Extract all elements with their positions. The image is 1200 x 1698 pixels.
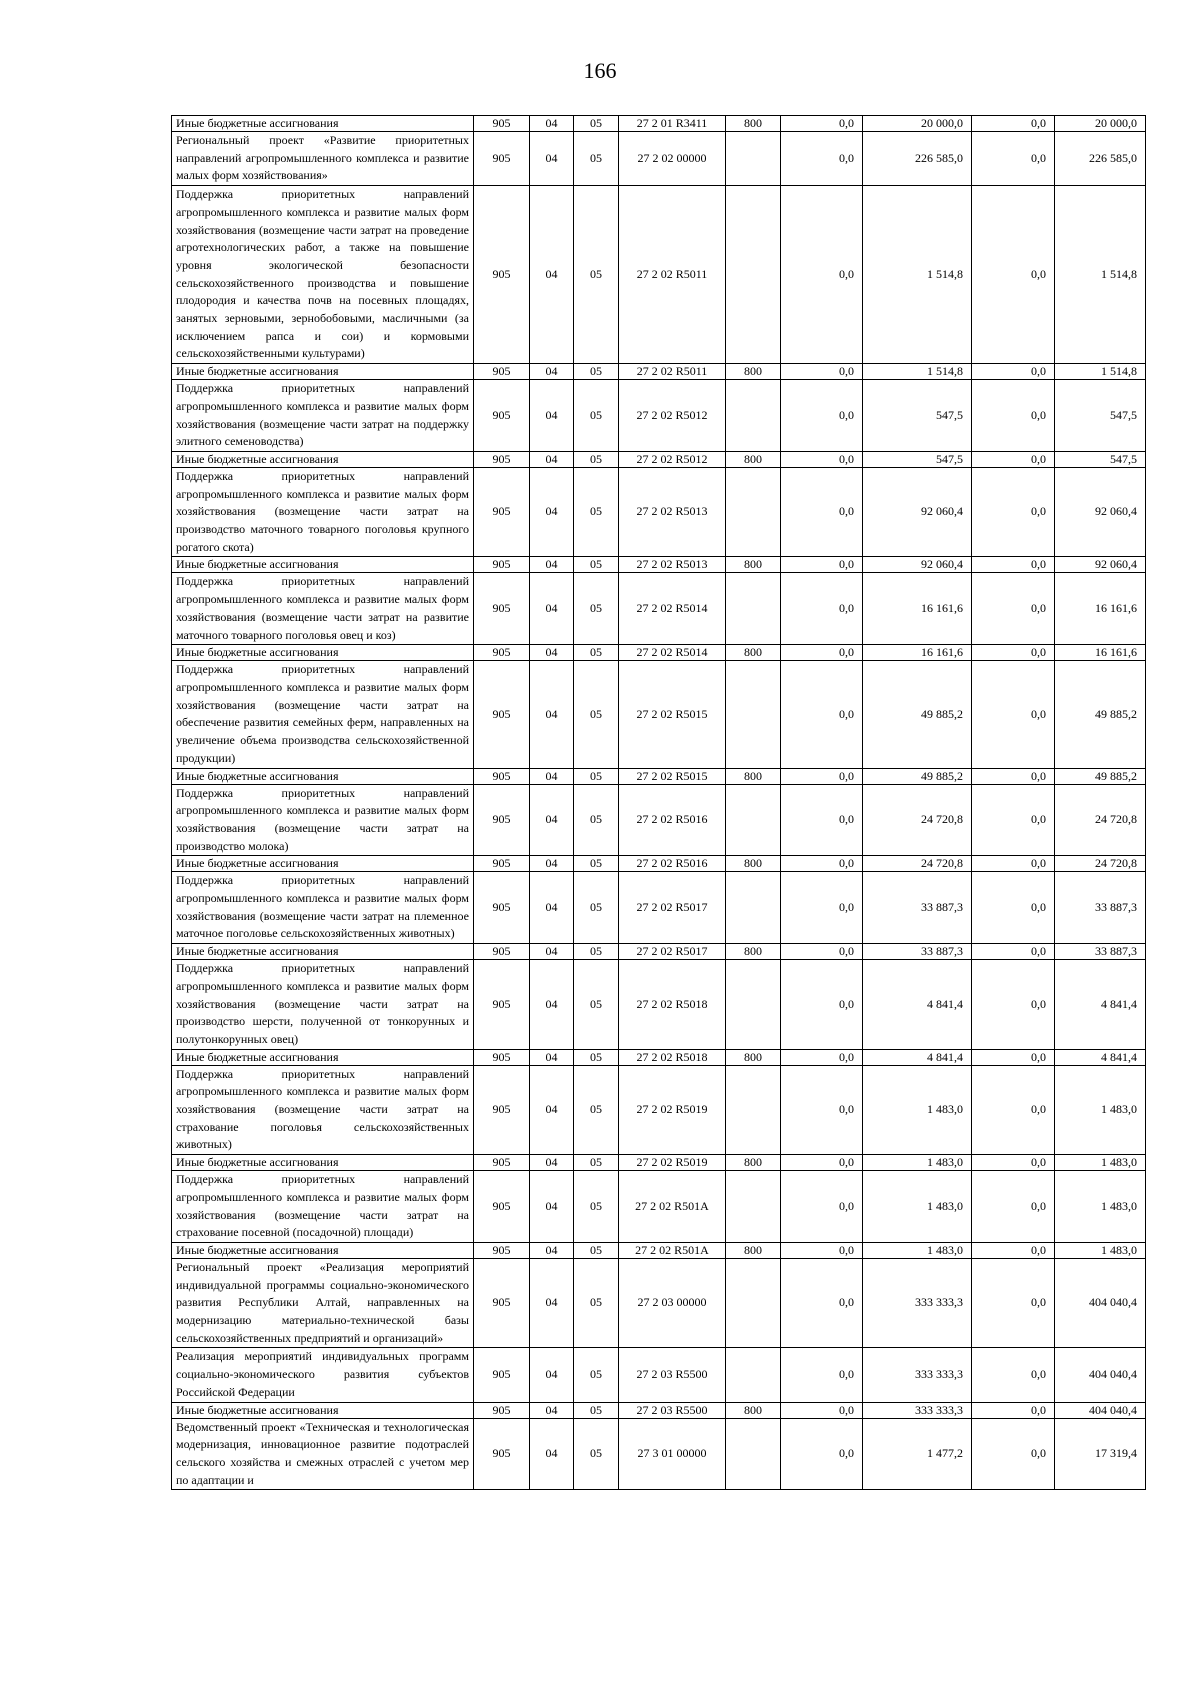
cell-ministry-code: 905 (474, 1418, 530, 1490)
cell-amount-1: 0,0 (781, 380, 863, 452)
cell-expense-type (726, 186, 781, 364)
cell-amount-4: 404 040,4 (1055, 1258, 1146, 1348)
cell-amount-3: 0,0 (972, 1065, 1055, 1155)
cell-section: 04 (530, 380, 574, 452)
cell-amount-3: 0,0 (972, 1258, 1055, 1348)
cell-name: Иные бюджетные ассигнования (172, 364, 474, 380)
cell-expense-type: 800 (726, 768, 781, 784)
cell-subsection: 05 (574, 364, 619, 380)
cell-amount-2: 1 514,8 (863, 186, 972, 364)
cell-subsection: 05 (574, 856, 619, 872)
cell-expense-type: 800 (726, 645, 781, 661)
cell-name: Иные бюджетные ассигнования (172, 856, 474, 872)
cell-ministry-code: 905 (474, 768, 530, 784)
table-row (172, 467, 1146, 557)
cell-target-article: 27 2 02 R5012 (619, 380, 726, 452)
cell-section: 04 (530, 1242, 574, 1258)
cell-amount-4: 17 319,4 (1055, 1418, 1146, 1490)
cell-amount-2: 547,5 (863, 380, 972, 452)
cell-amount-3: 0,0 (972, 784, 1055, 856)
cell-amount-1: 0,0 (781, 784, 863, 856)
cell-amount-3: 0,0 (972, 186, 1055, 364)
cell-amount-3: 0,0 (972, 645, 1055, 661)
cell-amount-4: 1 514,8 (1055, 186, 1146, 364)
cell-amount-3: 0,0 (972, 557, 1055, 573)
cell-section: 04 (530, 451, 574, 467)
table-row (172, 856, 1146, 872)
cell-amount-4: 404 040,4 (1055, 1402, 1146, 1418)
table-row (172, 1049, 1146, 1065)
cell-section: 04 (530, 1171, 574, 1243)
cell-amount-4: 4 841,4 (1055, 1049, 1146, 1065)
cell-amount-4: 92 060,4 (1055, 557, 1146, 573)
cell-amount-3: 0,0 (972, 132, 1055, 186)
cell-expense-type (726, 1258, 781, 1348)
cell-target-article: 27 3 01 00000 (619, 1418, 726, 1490)
cell-amount-1: 0,0 (781, 1348, 863, 1402)
cell-amount-3: 0,0 (972, 364, 1055, 380)
cell-amount-3: 0,0 (972, 1418, 1055, 1490)
cell-target-article: 27 2 02 R5014 (619, 573, 726, 645)
cell-amount-4: 1 514,8 (1055, 364, 1146, 380)
cell-ministry-code: 905 (474, 872, 530, 944)
cell-amount-3: 0,0 (972, 944, 1055, 960)
cell-amount-3: 0,0 (972, 960, 1055, 1050)
cell-amount-1: 0,0 (781, 116, 863, 132)
table-row (172, 451, 1146, 467)
cell-amount-3: 0,0 (972, 380, 1055, 452)
table-row (172, 768, 1146, 784)
cell-section: 04 (530, 186, 574, 364)
table-row (172, 557, 1146, 573)
cell-amount-4: 49 885,2 (1055, 661, 1146, 768)
cell-amount-2: 24 720,8 (863, 784, 972, 856)
cell-expense-type: 800 (726, 944, 781, 960)
cell-ministry-code: 905 (474, 784, 530, 856)
table-row (172, 116, 1146, 132)
cell-amount-1: 0,0 (781, 132, 863, 186)
cell-amount-2: 16 161,6 (863, 573, 972, 645)
cell-target-article: 27 2 02 R5017 (619, 944, 726, 960)
cell-name: Иные бюджетные ассигнования (172, 116, 474, 132)
cell-expense-type: 800 (726, 451, 781, 467)
table-row (172, 186, 1146, 364)
cell-section: 04 (530, 944, 574, 960)
cell-target-article: 27 2 03 00000 (619, 1258, 726, 1348)
cell-amount-3: 0,0 (972, 856, 1055, 872)
cell-section: 04 (530, 768, 574, 784)
cell-name: Региональный проект «Реализация мероприятий индивидуальной программы социально-экономического развития Республики Алтай, направленных на модернизацию материально-технической базы сельскохозяйственных предприятий и организаций» (172, 1258, 474, 1348)
table-row (172, 944, 1146, 960)
cell-expense-type: 800 (726, 856, 781, 872)
cell-name: Иные бюджетные ассигнования (172, 1049, 474, 1065)
cell-subsection: 05 (574, 1171, 619, 1243)
cell-amount-3: 0,0 (972, 116, 1055, 132)
table-row (172, 1065, 1146, 1155)
cell-section: 04 (530, 1049, 574, 1065)
cell-subsection: 05 (574, 573, 619, 645)
cell-target-article: 27 2 02 R5018 (619, 960, 726, 1050)
cell-expense-type: 800 (726, 557, 781, 573)
cell-ministry-code: 905 (474, 132, 530, 186)
cell-ministry-code: 905 (474, 116, 530, 132)
cell-amount-3: 0,0 (972, 1155, 1055, 1171)
cell-name: Иные бюджетные ассигнования (172, 451, 474, 467)
cell-ministry-code: 905 (474, 1065, 530, 1155)
cell-ministry-code: 905 (474, 364, 530, 380)
cell-name: Иные бюджетные ассигнования (172, 1155, 474, 1171)
cell-name: Иные бюджетные ассигнования (172, 645, 474, 661)
cell-amount-2: 4 841,4 (863, 960, 972, 1050)
cell-subsection: 05 (574, 380, 619, 452)
cell-amount-4: 24 720,8 (1055, 784, 1146, 856)
cell-expense-type (726, 960, 781, 1050)
cell-ministry-code: 905 (474, 380, 530, 452)
table-row (172, 1242, 1146, 1258)
cell-name: Поддержка приоритетных направлений агропромышленного комплекса и развитие малых форм хозяйствования (возмещение части затрат на страхование посевной (посадочной) площади) (172, 1171, 474, 1243)
cell-subsection: 05 (574, 1258, 619, 1348)
cell-expense-type (726, 661, 781, 768)
cell-amount-1: 0,0 (781, 645, 863, 661)
cell-expense-type (726, 1171, 781, 1243)
cell-expense-type: 800 (726, 1402, 781, 1418)
cell-amount-2: 24 720,8 (863, 856, 972, 872)
cell-expense-type: 800 (726, 1049, 781, 1065)
cell-subsection: 05 (574, 1155, 619, 1171)
cell-amount-1: 0,0 (781, 856, 863, 872)
cell-ministry-code: 905 (474, 944, 530, 960)
cell-subsection: 05 (574, 784, 619, 856)
cell-name: Поддержка приоритетных направлений агропромышленного комплекса и развитие малых форм хозяйствования (возмещение части затрат на племенное маточное поголовье сельскохозяйственных животных) (172, 872, 474, 944)
cell-subsection: 05 (574, 872, 619, 944)
cell-amount-2: 1 514,8 (863, 364, 972, 380)
cell-amount-2: 1 483,0 (863, 1065, 972, 1155)
cell-expense-type (726, 132, 781, 186)
cell-target-article: 27 2 02 R5012 (619, 451, 726, 467)
cell-amount-2: 547,5 (863, 451, 972, 467)
cell-name: Региональный проект «Развитие приоритетных направлений агропромышленного комплекса и развитие малых форм хозяйствования» (172, 132, 474, 186)
cell-ministry-code: 905 (474, 1258, 530, 1348)
cell-section: 04 (530, 784, 574, 856)
cell-subsection: 05 (574, 645, 619, 661)
cell-target-article: 27 2 02 R5018 (619, 1049, 726, 1065)
cell-section: 04 (530, 960, 574, 1050)
cell-amount-4: 16 161,6 (1055, 573, 1146, 645)
cell-section: 04 (530, 1402, 574, 1418)
table-row (172, 380, 1146, 452)
cell-amount-1: 0,0 (781, 573, 863, 645)
cell-name: Ведомственный проект «Техническая и технологическая модернизация, инновационное развитие подотраслей сельского хозяйства и смежных отраслей с учетом мер по адаптации и (172, 1418, 474, 1490)
cell-section: 04 (530, 116, 574, 132)
cell-amount-2: 1 477,2 (863, 1418, 972, 1490)
cell-subsection: 05 (574, 768, 619, 784)
cell-amount-2: 49 885,2 (863, 661, 972, 768)
cell-ministry-code: 905 (474, 1242, 530, 1258)
cell-name: Иные бюджетные ассигнования (172, 1242, 474, 1258)
cell-amount-1: 0,0 (781, 1155, 863, 1171)
cell-amount-1: 0,0 (781, 1418, 863, 1490)
cell-expense-type (726, 467, 781, 557)
cell-name: Поддержка приоритетных направлений агропромышленного комплекса и развитие малых форм хозяйствования (возмещение части затрат на развитие маточного товарного поголовья овец и коз) (172, 573, 474, 645)
cell-target-article: 27 2 02 R5016 (619, 784, 726, 856)
cell-amount-4: 16 161,6 (1055, 645, 1146, 661)
cell-amount-4: 49 885,2 (1055, 768, 1146, 784)
cell-target-article: 27 2 02 00000 (619, 132, 726, 186)
cell-section: 04 (530, 573, 574, 645)
budget-table-body (172, 116, 1146, 1490)
cell-target-article: 27 2 02 R5017 (619, 872, 726, 944)
cell-ministry-code: 905 (474, 186, 530, 364)
cell-amount-3: 0,0 (972, 451, 1055, 467)
table-row (172, 1171, 1146, 1243)
cell-amount-2: 33 887,3 (863, 944, 972, 960)
cell-ministry-code: 905 (474, 645, 530, 661)
table-row (172, 364, 1146, 380)
cell-target-article: 27 2 03 R5500 (619, 1348, 726, 1402)
cell-subsection: 05 (574, 1402, 619, 1418)
cell-amount-2: 1 483,0 (863, 1155, 972, 1171)
cell-amount-2: 333 333,3 (863, 1402, 972, 1418)
table-row (172, 1402, 1146, 1418)
cell-subsection: 05 (574, 186, 619, 364)
cell-section: 04 (530, 1348, 574, 1402)
cell-subsection: 05 (574, 451, 619, 467)
cell-amount-4: 404 040,4 (1055, 1348, 1146, 1402)
cell-amount-3: 0,0 (972, 768, 1055, 784)
cell-target-article: 27 2 02 R5014 (619, 645, 726, 661)
cell-expense-type: 800 (726, 116, 781, 132)
cell-amount-2: 20 000,0 (863, 116, 972, 132)
cell-section: 04 (530, 661, 574, 768)
table-row (172, 1258, 1146, 1348)
cell-amount-1: 0,0 (781, 1171, 863, 1243)
cell-amount-2: 333 333,3 (863, 1348, 972, 1402)
cell-name: Иные бюджетные ассигнования (172, 1402, 474, 1418)
cell-amount-4: 1 483,0 (1055, 1155, 1146, 1171)
cell-section: 04 (530, 1258, 574, 1348)
cell-target-article: 27 2 01 R3411 (619, 116, 726, 132)
cell-amount-1: 0,0 (781, 1065, 863, 1155)
cell-amount-4: 547,5 (1055, 451, 1146, 467)
table-row (172, 1418, 1146, 1490)
cell-name: Реализация мероприятий индивидуальных программ социально-экономического развития субъектов Российской Федерации (172, 1348, 474, 1402)
cell-ministry-code: 905 (474, 573, 530, 645)
cell-name: Поддержка приоритетных направлений агропромышленного комплекса и развитие малых форм хозяйствования (возмещение части затрат на обеспечение развития семейных ферм, направленных на увеличение объема производства сельскохозяйственной продукции) (172, 661, 474, 768)
cell-amount-4: 20 000,0 (1055, 116, 1146, 132)
cell-amount-4: 33 887,3 (1055, 944, 1146, 960)
cell-amount-1: 0,0 (781, 768, 863, 784)
cell-section: 04 (530, 1065, 574, 1155)
cell-ministry-code: 905 (474, 1171, 530, 1243)
cell-section: 04 (530, 856, 574, 872)
cell-target-article: 27 2 02 R501A (619, 1242, 726, 1258)
cell-ministry-code: 905 (474, 557, 530, 573)
table-row (172, 872, 1146, 944)
cell-subsection: 05 (574, 116, 619, 132)
cell-expense-type (726, 573, 781, 645)
cell-amount-4: 4 841,4 (1055, 960, 1146, 1050)
cell-amount-3: 0,0 (972, 1402, 1055, 1418)
cell-target-article: 27 2 02 R5011 (619, 186, 726, 364)
cell-amount-1: 0,0 (781, 364, 863, 380)
cell-amount-1: 0,0 (781, 1242, 863, 1258)
cell-amount-1: 0,0 (781, 451, 863, 467)
cell-subsection: 05 (574, 557, 619, 573)
cell-amount-2: 226 585,0 (863, 132, 972, 186)
cell-amount-1: 0,0 (781, 557, 863, 573)
cell-amount-4: 547,5 (1055, 380, 1146, 452)
cell-amount-4: 24 720,8 (1055, 856, 1146, 872)
cell-expense-type: 800 (726, 1242, 781, 1258)
cell-ministry-code: 905 (474, 856, 530, 872)
cell-expense-type (726, 1348, 781, 1402)
cell-amount-2: 33 887,3 (863, 872, 972, 944)
cell-target-article: 27 2 02 R501A (619, 1171, 726, 1243)
cell-amount-1: 0,0 (781, 960, 863, 1050)
cell-subsection: 05 (574, 1418, 619, 1490)
cell-amount-3: 0,0 (972, 1242, 1055, 1258)
cell-amount-4: 226 585,0 (1055, 132, 1146, 186)
cell-section: 04 (530, 364, 574, 380)
cell-name: Поддержка приоритетных направлений агропромышленного комплекса и развитие малых форм хозяйствования (возмещение части затрат на проведение агротехнологических работ, а также на повышение уровня экологической безопасности сельскохозяйственного производства и повышение плодородия и качества почв на посевных площадях, занятых зерновыми, зернобобовыми, масличными (за исключением рапса и сои) и кормовыми сельскохозяйственными культурами) (172, 186, 474, 364)
cell-subsection: 05 (574, 1049, 619, 1065)
cell-name: Поддержка приоритетных направлений агропромышленного комплекса и развитие малых форм хозяйствования (возмещение части затрат на поддержку элитного семеноводства) (172, 380, 474, 452)
table-row (172, 645, 1146, 661)
cell-target-article: 27 2 02 R5015 (619, 661, 726, 768)
cell-name: Поддержка приоритетных направлений агропромышленного комплекса и развитие малых форм хозяйствования (возмещение части затрат на производство шерсти, полученной от тонкорунных и полутонкорунных овец) (172, 960, 474, 1050)
cell-amount-2: 1 483,0 (863, 1171, 972, 1243)
cell-target-article: 27 2 02 R5013 (619, 467, 726, 557)
cell-target-article: 27 2 02 R5011 (619, 364, 726, 380)
cell-ministry-code: 905 (474, 1049, 530, 1065)
cell-amount-1: 0,0 (781, 1258, 863, 1348)
cell-amount-4: 1 483,0 (1055, 1171, 1146, 1243)
cell-subsection: 05 (574, 1242, 619, 1258)
cell-ministry-code: 905 (474, 960, 530, 1050)
table-row (172, 784, 1146, 856)
cell-target-article: 27 2 02 R5015 (619, 768, 726, 784)
cell-amount-3: 0,0 (972, 1171, 1055, 1243)
cell-subsection: 05 (574, 1065, 619, 1155)
cell-name: Иные бюджетные ассигнования (172, 944, 474, 960)
cell-amount-1: 0,0 (781, 872, 863, 944)
cell-expense-type (726, 380, 781, 452)
cell-name: Поддержка приоритетных направлений агропромышленного комплекса и развитие малых форм хозяйствования (возмещение части затрат на производство маточного товарного поголовья крупного рогатого скота) (172, 467, 474, 557)
cell-target-article: 27 2 03 R5500 (619, 1402, 726, 1418)
cell-subsection: 05 (574, 1348, 619, 1402)
cell-amount-2: 4 841,4 (863, 1049, 972, 1065)
cell-amount-1: 0,0 (781, 661, 863, 768)
cell-name: Иные бюджетные ассигнования (172, 557, 474, 573)
table-row (172, 1348, 1146, 1402)
cell-target-article: 27 2 02 R5019 (619, 1155, 726, 1171)
cell-expense-type (726, 1418, 781, 1490)
cell-subsection: 05 (574, 132, 619, 186)
cell-amount-1: 0,0 (781, 467, 863, 557)
table-row (172, 960, 1146, 1050)
cell-amount-2: 49 885,2 (863, 768, 972, 784)
cell-target-article: 27 2 02 R5019 (619, 1065, 726, 1155)
cell-section: 04 (530, 872, 574, 944)
cell-subsection: 05 (574, 944, 619, 960)
cell-subsection: 05 (574, 960, 619, 1050)
cell-expense-type: 800 (726, 364, 781, 380)
cell-expense-type (726, 784, 781, 856)
cell-amount-1: 0,0 (781, 186, 863, 364)
cell-expense-type: 800 (726, 1155, 781, 1171)
cell-amount-4: 1 483,0 (1055, 1242, 1146, 1258)
cell-subsection: 05 (574, 467, 619, 557)
cell-ministry-code: 905 (474, 661, 530, 768)
cell-amount-3: 0,0 (972, 573, 1055, 645)
cell-amount-2: 92 060,4 (863, 557, 972, 573)
cell-subsection: 05 (574, 661, 619, 768)
cell-amount-2: 92 060,4 (863, 467, 972, 557)
page-number: 166 (583, 58, 617, 83)
cell-expense-type (726, 1065, 781, 1155)
cell-section: 04 (530, 645, 574, 661)
budget-table (171, 115, 1146, 1490)
cell-target-article: 27 2 02 R5016 (619, 856, 726, 872)
cell-name: Поддержка приоритетных направлений агропромышленного комплекса и развитие малых форм хозяйствования (возмещение части затрат на страхование поголовья сельскохозяйственных животных) (172, 1065, 474, 1155)
cell-amount-1: 0,0 (781, 944, 863, 960)
cell-ministry-code: 905 (474, 451, 530, 467)
table-row (172, 573, 1146, 645)
cell-amount-1: 0,0 (781, 1402, 863, 1418)
cell-ministry-code: 905 (474, 1348, 530, 1402)
cell-ministry-code: 905 (474, 1155, 530, 1171)
cell-amount-3: 0,0 (972, 661, 1055, 768)
cell-name: Поддержка приоритетных направлений агропромышленного комплекса и развитие малых форм хозяйствования (возмещение части затрат на производство молока) (172, 784, 474, 856)
cell-expense-type (726, 872, 781, 944)
cell-section: 04 (530, 1155, 574, 1171)
cell-section: 04 (530, 1418, 574, 1490)
cell-amount-2: 1 483,0 (863, 1242, 972, 1258)
cell-amount-1: 0,0 (781, 1049, 863, 1065)
table-row (172, 1155, 1146, 1171)
cell-name: Иные бюджетные ассигнования (172, 768, 474, 784)
cell-target-article: 27 2 02 R5013 (619, 557, 726, 573)
cell-amount-4: 33 887,3 (1055, 872, 1146, 944)
cell-section: 04 (530, 132, 574, 186)
cell-section: 04 (530, 557, 574, 573)
cell-amount-2: 16 161,6 (863, 645, 972, 661)
cell-amount-3: 0,0 (972, 467, 1055, 557)
cell-ministry-code: 905 (474, 467, 530, 557)
cell-amount-4: 92 060,4 (1055, 467, 1146, 557)
cell-amount-3: 0,0 (972, 1348, 1055, 1402)
table-row (172, 661, 1146, 768)
cell-section: 04 (530, 467, 574, 557)
cell-amount-3: 0,0 (972, 1049, 1055, 1065)
cell-amount-2: 333 333,3 (863, 1258, 972, 1348)
table-row (172, 132, 1146, 186)
cell-amount-4: 1 483,0 (1055, 1065, 1146, 1155)
cell-ministry-code: 905 (474, 1402, 530, 1418)
cell-amount-3: 0,0 (972, 872, 1055, 944)
